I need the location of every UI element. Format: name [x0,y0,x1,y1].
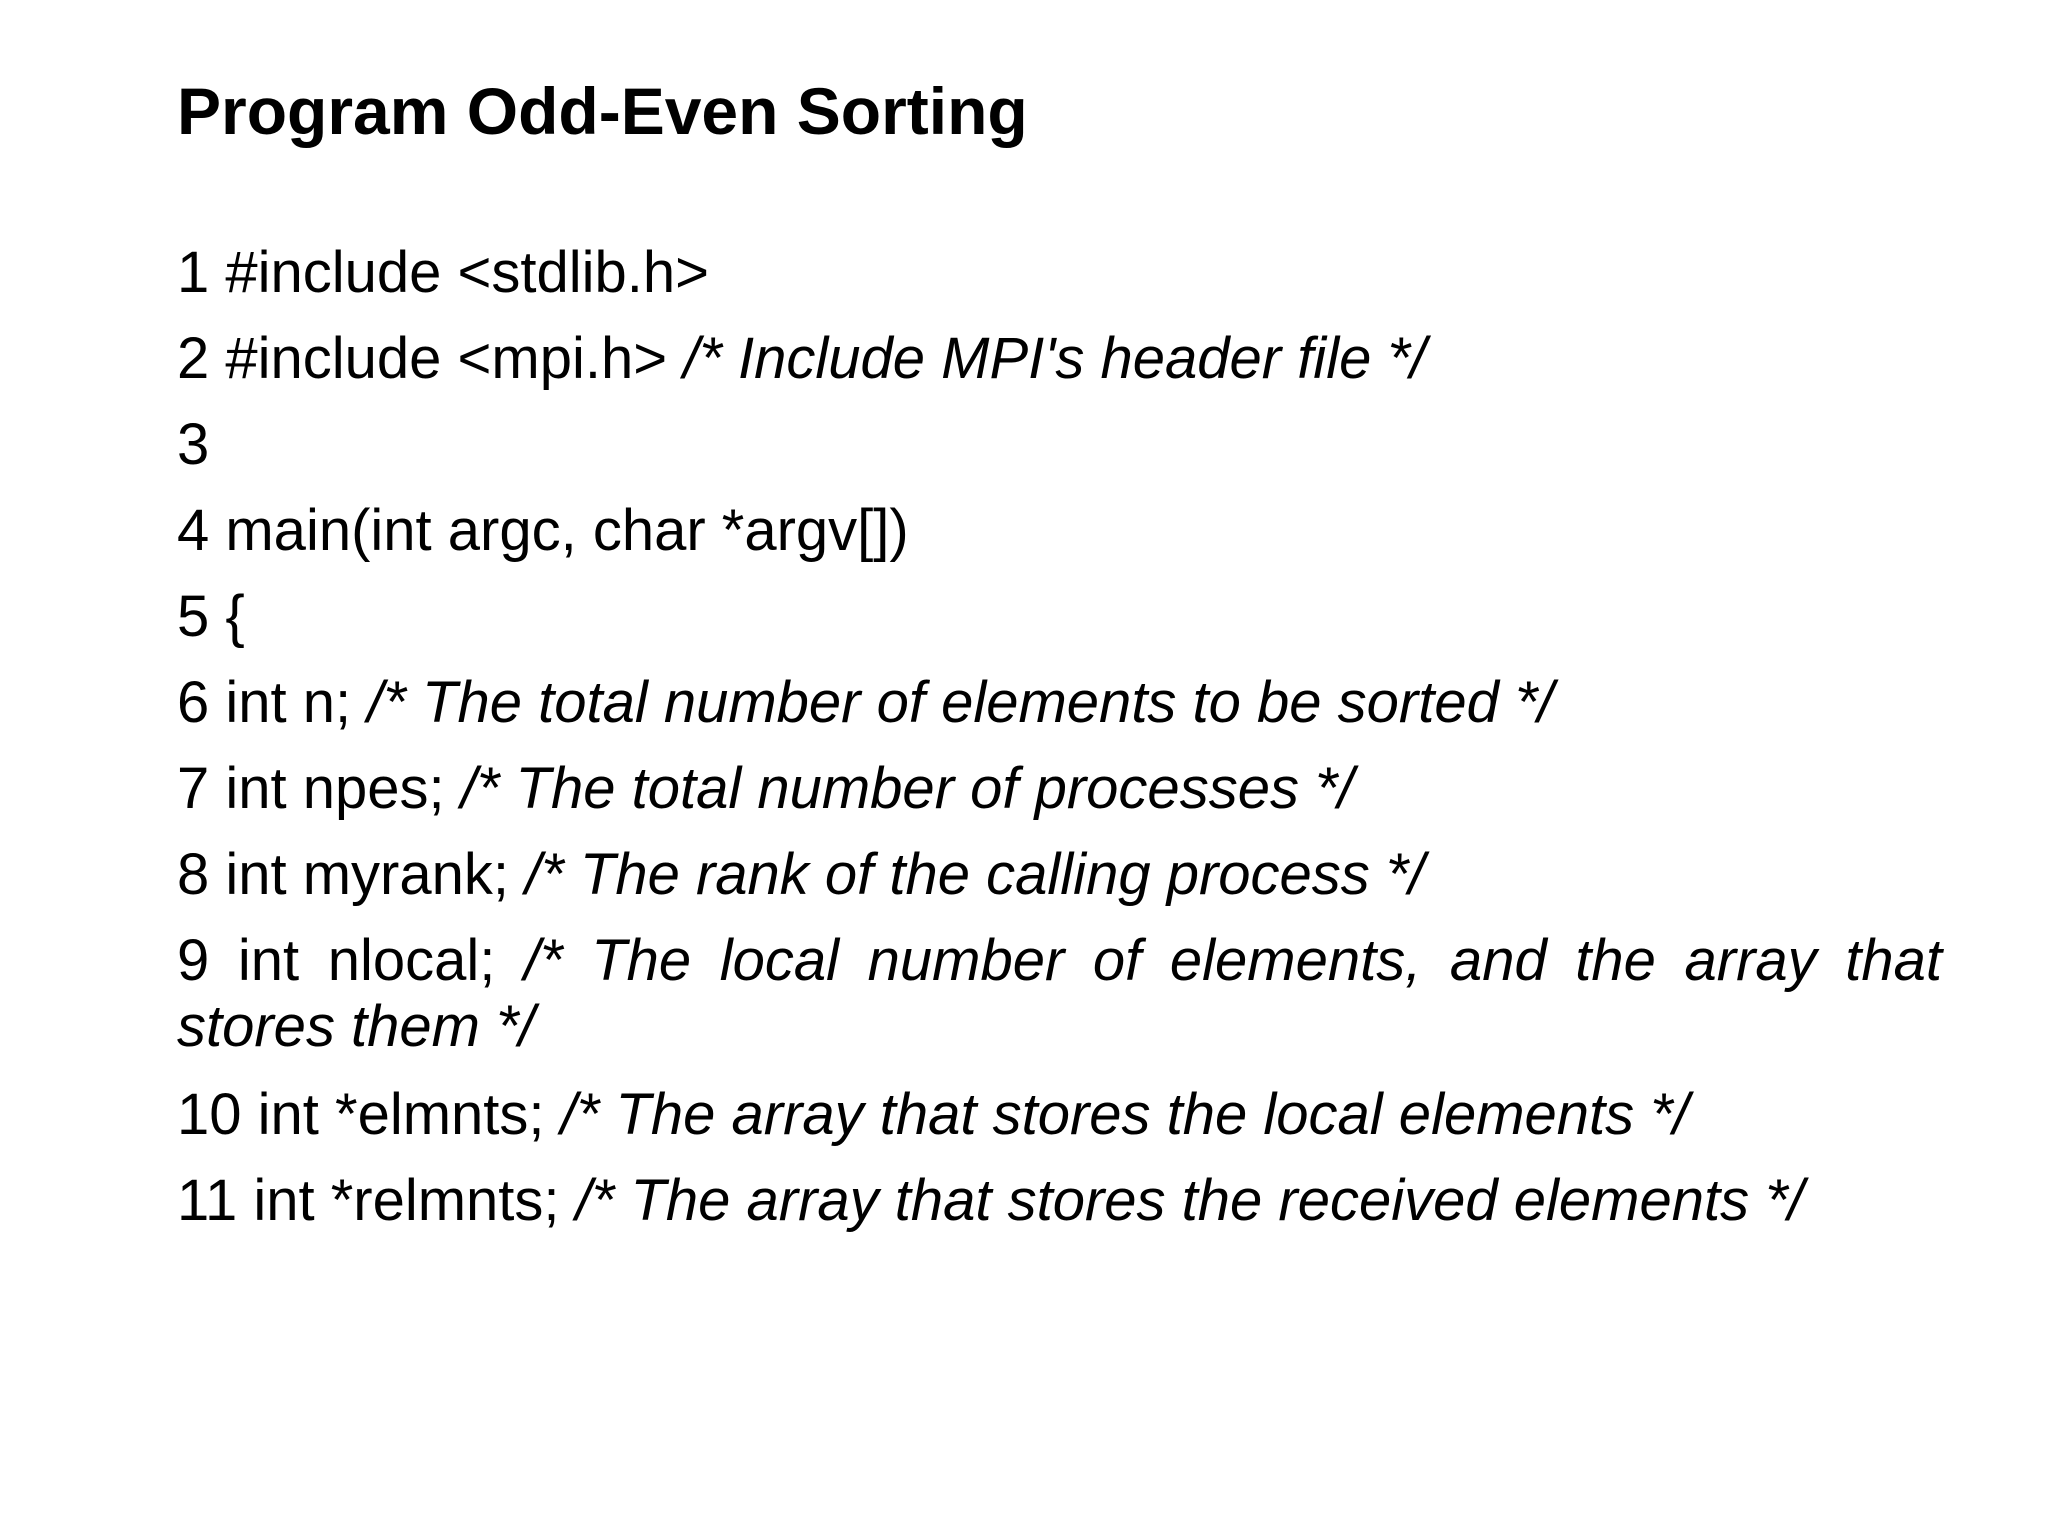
code-comment: /* The rank of the calling process */ [525,842,1425,907]
code-text: 6 int n; [177,670,368,735]
code-comment: /* The array that stores the local elements */ [560,1082,1689,1147]
code-text: 1 #include <stdlib.h> [177,240,710,305]
code-line-5 [177,584,1942,650]
code-comment: /* The total number of elements to be sorted */ [367,670,1554,735]
code-text: 11 int *relmnts; [177,1168,576,1233]
code-text: 8 int myrank; [177,842,526,907]
code-line-7 [177,756,1942,822]
code-text: 10 int *elmnts; [177,1082,561,1147]
code-line-9 [177,928,1942,1060]
code-listing [177,240,1942,1256]
code-text: 4 main(int argc, char *argv[]) [177,498,909,563]
code-text: 2 #include <mpi.h> [177,326,684,391]
code-text: 3 [177,412,210,477]
code-line-2 [177,326,1942,392]
code-text: 5 { [177,584,245,649]
code-comment: /* The array that stores the received elements */ [575,1168,1804,1233]
code-line-11 [177,1168,1942,1234]
code-line-3 [177,412,1942,478]
code-line-4 [177,498,1942,564]
code-line-8 [177,842,1942,908]
code-line-10 [177,1082,1942,1148]
code-line-1 [177,240,1942,306]
code-text: 9 int nlocal; [177,928,524,993]
code-comment: /* The total number of processes */ [460,756,1354,821]
code-line-6 [177,670,1942,736]
code-comment: /* Include MPI's header file */ [683,326,1427,391]
code-comment: /* The local number of elements, and the array that stores them */ [177,928,1943,1059]
code-text: 7 int npes; [177,756,461,821]
slide-title: Program Odd-Even Sorting [177,74,1028,148]
